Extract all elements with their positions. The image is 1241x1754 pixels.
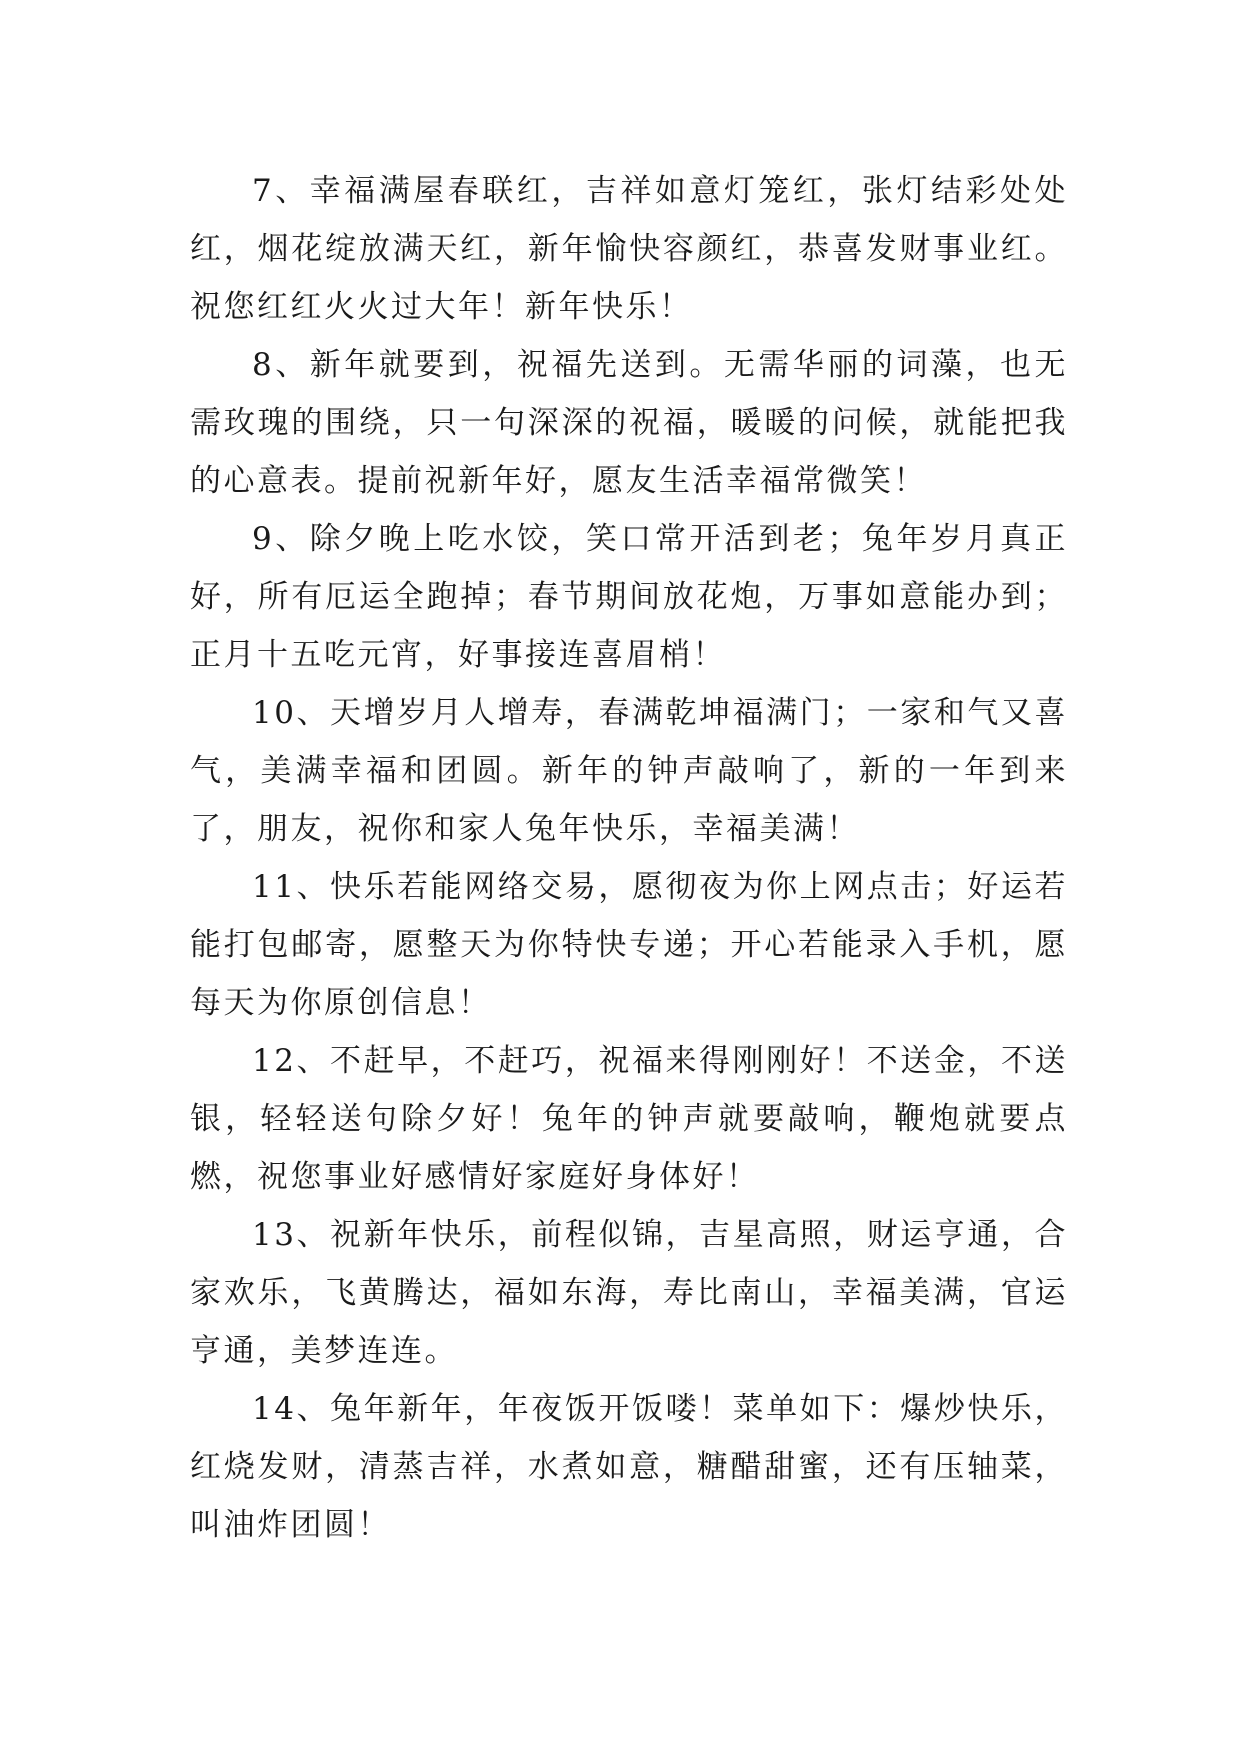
paragraph-10: 10、天增岁月人增寿，春满乾坤福满门；一家和气又喜气，美满幸福和团圆。新年的钟声敲响了，新的一年到来了，朋友，祝你和家人兔年快乐，幸福美满！ xyxy=(190,695,1068,847)
paragraph-13: 13、祝新年快乐，前程似锦，吉星高照，财运亨通，合家欢乐，飞黄腾达，福如东海，寿比南山，幸福美满，官运亨通，美梦连连。 xyxy=(190,1217,1068,1369)
paragraph-12: 12、不赶早，不赶巧，祝福来得刚刚好！不送金，不送银，轻轻送句除夕好！兔年的钟声就要敲响，鞭炮就要点燃，祝您事业好感情好家庭好身体好！ xyxy=(190,1043,1068,1195)
paragraph-14: 14、兔年新年，年夜饭开饭喽！菜单如下：爆炒快乐，红烧发财，清蒸吉祥，水煮如意，糖醋甜蜜，还有压轴菜，叫油炸团圆！ xyxy=(190,1391,1068,1543)
document-body xyxy=(190,162,1068,1554)
paragraph-11: 11、快乐若能网络交易，愿彻夜为你上网点击；好运若能打包邮寄，愿整天为你特快专递；开心若能录入手机，愿每天为你原创信息！ xyxy=(190,869,1068,1021)
paragraph-9: 9、除夕晚上吃水饺，笑口常开活到老；兔年岁月真正好，所有厄运全跑掉；春节期间放花炮，万事如意能办到；正月十五吃元宵，好事接连喜眉梢！ xyxy=(190,521,1068,673)
paragraph-7: 7、幸福满屋春联红，吉祥如意灯笼红，张灯结彩处处红，烟花绽放满天红，新年愉快容颜红，恭喜发财事业红。祝您红红火火过大年！新年快乐！ xyxy=(190,173,1068,325)
paragraph-8: 8、新年就要到，祝福先送到。无需华丽的词藻，也无需玫瑰的围绕，只一句深深的祝福，暖暖的问候，就能把我的心意表。提前祝新年好，愿友生活幸福常微笑！ xyxy=(190,347,1068,499)
